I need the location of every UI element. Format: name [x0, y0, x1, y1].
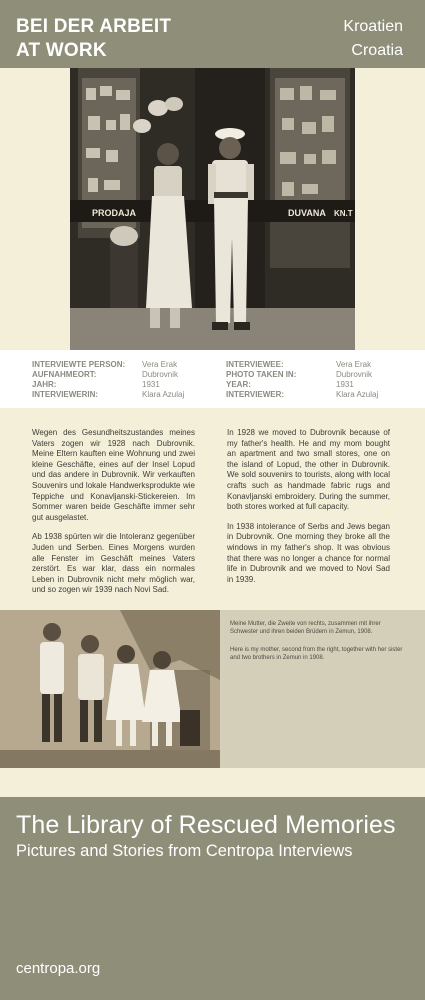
sign-kn: KN.T: [334, 209, 353, 218]
footer-subtitle: Pictures and Stories from Centropa Interviews: [16, 842, 353, 860]
story-paragraph: Wegen des Gesundheitszustandes meines Vaters zogen wir 1928 nach Dubrovnik. Meine Eltern kauften eine Wohnung und zwei kleine Geschäfte, eines auf der Insel Lopud und das andere in Dubrovnik. Wir verkauften Souvenirs und lokale Handwerksprodukte wie Teppiche und Konavljanski-Stickereien. Im Sommer waren beide Geschäfte immer sehr gut ausgelastet.: [32, 428, 195, 522]
meta-label: PHOTO TAKEN IN:: [226, 370, 297, 379]
story-text-english: [227, 428, 390, 594]
meta-value: Dubrovnik: [336, 370, 373, 379]
meta-label: AUFNAHMEORT:: [32, 370, 97, 379]
meta-label: JAHR:: [32, 380, 57, 389]
caption-german: Meine Mutter, die Zweite von rechts, zusammen mit ihrer Schwester und ihren beiden Brüdern in Zemun, 1908.: [230, 621, 381, 635]
shop-photo: [70, 68, 355, 350]
meta-label: INTERVIEWER:: [226, 390, 285, 399]
meta-value: 1931: [142, 380, 160, 389]
metadata-values-english: [336, 360, 378, 400]
story-paragraph: In 1928 we moved to Dubrovnik because of my father's health. He and my mom bought an apartment and two small stores, one on the island of Lopud, the other in Dubrovnik. We sold souvenirs to tourists, along with local crafts such as handmade fabric rugs and Konavljanski embroidery. During the summer, both stores worked at full capacity.: [227, 428, 390, 512]
sign-duvana: DUVANA: [288, 208, 326, 218]
children-photo-illustration: [0, 610, 220, 768]
caption-english: Here is my mother, second from the right, together with her sister and two brothers in Zemun in 1908.: [230, 647, 403, 661]
meta-label: INTERVIEWERIN:: [32, 390, 99, 399]
story-text-german: [32, 428, 195, 605]
meta-value: Vera Erak: [336, 360, 372, 369]
sign-prodaja: PRODAJA: [92, 208, 137, 218]
meta-value: Vera Erak: [142, 360, 178, 369]
title-english: AT WORK: [16, 40, 107, 61]
metadata-values-german: [142, 360, 184, 400]
country-german: Kroatien: [343, 18, 403, 35]
metadata-labels-german: [32, 360, 125, 400]
story-paragraph: Ab 1938 spürten wir die Intoleranz gegenüber Juden und Serben. Eines Morgens wurden alle Fenster im Geschäft meines Vaters zerstört. Es war klar, dass ein normales Leben in Dubrovnik nicht mehr möglich war, und so zogen wir 1939 nach Novi Sad.: [32, 532, 195, 595]
meta-label: INTERVIEWEE:: [226, 360, 284, 369]
meta-value: 1931: [336, 380, 354, 389]
meta-value: Dubrovnik: [142, 370, 179, 379]
meta-value: Klara Azulaj: [142, 390, 185, 399]
meta-value: Klara Azulaj: [336, 390, 379, 399]
story-paragraph: In 1938 intolerance of Serbs and Jews began in Dubrovnik. One morning they broke all the windows in my father's shop. It was obvious that there was no longer a chance for normal life in Dubrovnik and we moved to Novi Sad in 1939.: [227, 521, 390, 584]
meta-label: INTERVIEWTE PERSON:: [32, 360, 126, 369]
photo-caption-box: [220, 610, 425, 768]
metadata-labels-english: [226, 360, 296, 400]
country-english: Croatia: [351, 42, 403, 59]
meta-label: YEAR:: [226, 380, 251, 389]
shop-photo-illustration: [70, 68, 355, 350]
photo-metadata: [0, 350, 425, 408]
title-german: BEI DER ARBEIT: [16, 16, 172, 37]
footer-url: centropa.org: [16, 960, 101, 977]
footer-title: The Library of Rescued Memories: [16, 811, 396, 839]
footer-banner: [0, 797, 425, 1000]
header-banner: [0, 0, 425, 68]
children-photo: [0, 610, 220, 768]
